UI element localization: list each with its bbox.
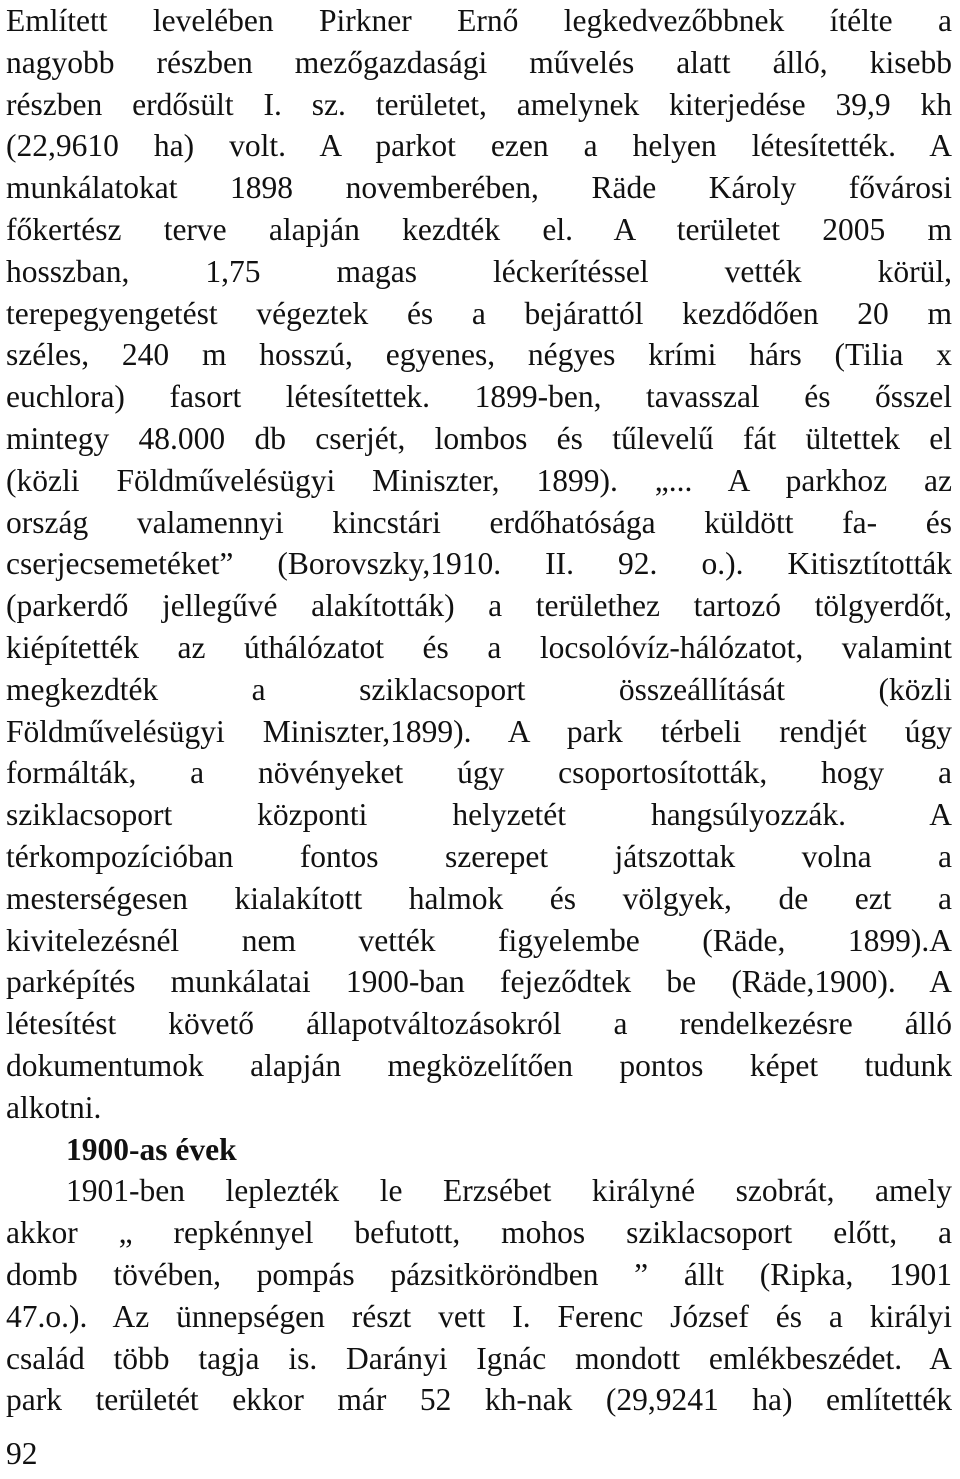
- text-line: 1901-ben leplezték le Erzsébet királyné szobrát, amely: [66, 1173, 952, 1209]
- text-line: (parkerdő jellegűvé alakították) a területhez tartozó tölgyerdőt,: [6, 588, 952, 624]
- text-line: megkezdték a sziklacsoport összeállítását (közli: [6, 671, 952, 707]
- text-line: cserjecsemetéket” (Borovszky,1910. II. 92. o.). Kitisztították: [6, 546, 952, 582]
- text-line: formálták, a növényeket úgy csoportosították, hogy a: [6, 755, 952, 791]
- text-line: 47.o.). Az ünnepségen részt vett I. Ferenc József és a királyi: [6, 1298, 952, 1334]
- paragraph-1900s: [6, 1170, 952, 1421]
- text-line: részben erdősült I. sz. területet, amelynek kiterjedése 39,9 kh: [6, 86, 952, 122]
- text-line: hosszban, 1,75 magas léckerítéssel vették körül,: [6, 253, 952, 289]
- text-line: széles, 240 m hosszú, egyenes, négyes krími hárs (Tilia x: [6, 337, 952, 373]
- text-line: kiépítették az úthálózatot és a locsolóvíz-hálózatot, valamint: [6, 629, 952, 665]
- text-line: nagyobb részben mezőgazdasági művelés alatt álló, kisebb: [6, 44, 952, 80]
- text-line: munkálatokat 1898 novemberében, Räde Károly fővárosi: [6, 170, 952, 206]
- text-line: főkertész terve alapján kezdték el. A területet 2005 m: [6, 211, 952, 247]
- text-line: térkompozícióban fontos szerepet játszottak volna a: [6, 838, 952, 874]
- text-line: domb tövében, pompás pázsitköröndben ” állt (Ripka, 1901: [6, 1256, 952, 1292]
- text-line: alkotni.: [6, 1089, 102, 1125]
- text-line: parképítés munkálatai 1900-ban fejeződtek be (Räde,1900). A: [6, 964, 952, 1000]
- document-page: [6, 0, 952, 1421]
- text-line: akkor „ repkénnyel befutott, mohos sziklacsoport előtt, a: [6, 1215, 952, 1251]
- text-line: euchlora) fasort létesítettek. 1899-ben, tavasszal és ősszel: [6, 379, 952, 415]
- text-line: (22,9610 ha) volt. A parkot ezen a helyen létesítették. A: [6, 128, 952, 164]
- text-line: létesítést követő állapotváltozásokról a rendelkezésre álló: [6, 1006, 952, 1042]
- text-line: Földművelésügyi Miniszter,1899). A park térbeli rendjét úgy: [6, 713, 952, 749]
- page-number: 92: [6, 1436, 38, 1471]
- paragraph-founding: [6, 0, 952, 1129]
- text-line: park területét ekkor már 52 kh-nak (29,9241 ha) említették: [6, 1382, 952, 1418]
- text-line: sziklacsoport központi helyzetét hangsúlyozzák. A: [6, 797, 952, 833]
- text-line: mintegy 48.000 db cserjét, lombos és tűlevelű fát ültettek el: [6, 420, 952, 456]
- section-heading: 1900-as évek: [66, 1131, 237, 1167]
- text-line: ország valamennyi kincstári erdőhatósága küldött fa- és: [6, 504, 952, 540]
- text-line: Említett levelében Pirkner Ernő legkedvezőbbnek ítélte a: [6, 3, 952, 38]
- text-line: terepegyengetést végeztek és a bejárattól kezdődően 20 m: [6, 295, 952, 331]
- text-line: dokumentumok alapján megközelítően pontos képet tudunk: [6, 1047, 952, 1083]
- text-line: család több tagja is. Darányi Ignác mondott emlékbeszédet. A: [6, 1340, 952, 1376]
- text-line: mesterségesen kialakított halmok és völgyek, de ezt a: [6, 880, 952, 916]
- text-line: kivitelezésnél nem vették figyelembe (Räde, 1899).A: [6, 922, 952, 958]
- text-line: (közli Földművelésügyi Miniszter, 1899). „... A parkhoz az: [6, 462, 952, 498]
